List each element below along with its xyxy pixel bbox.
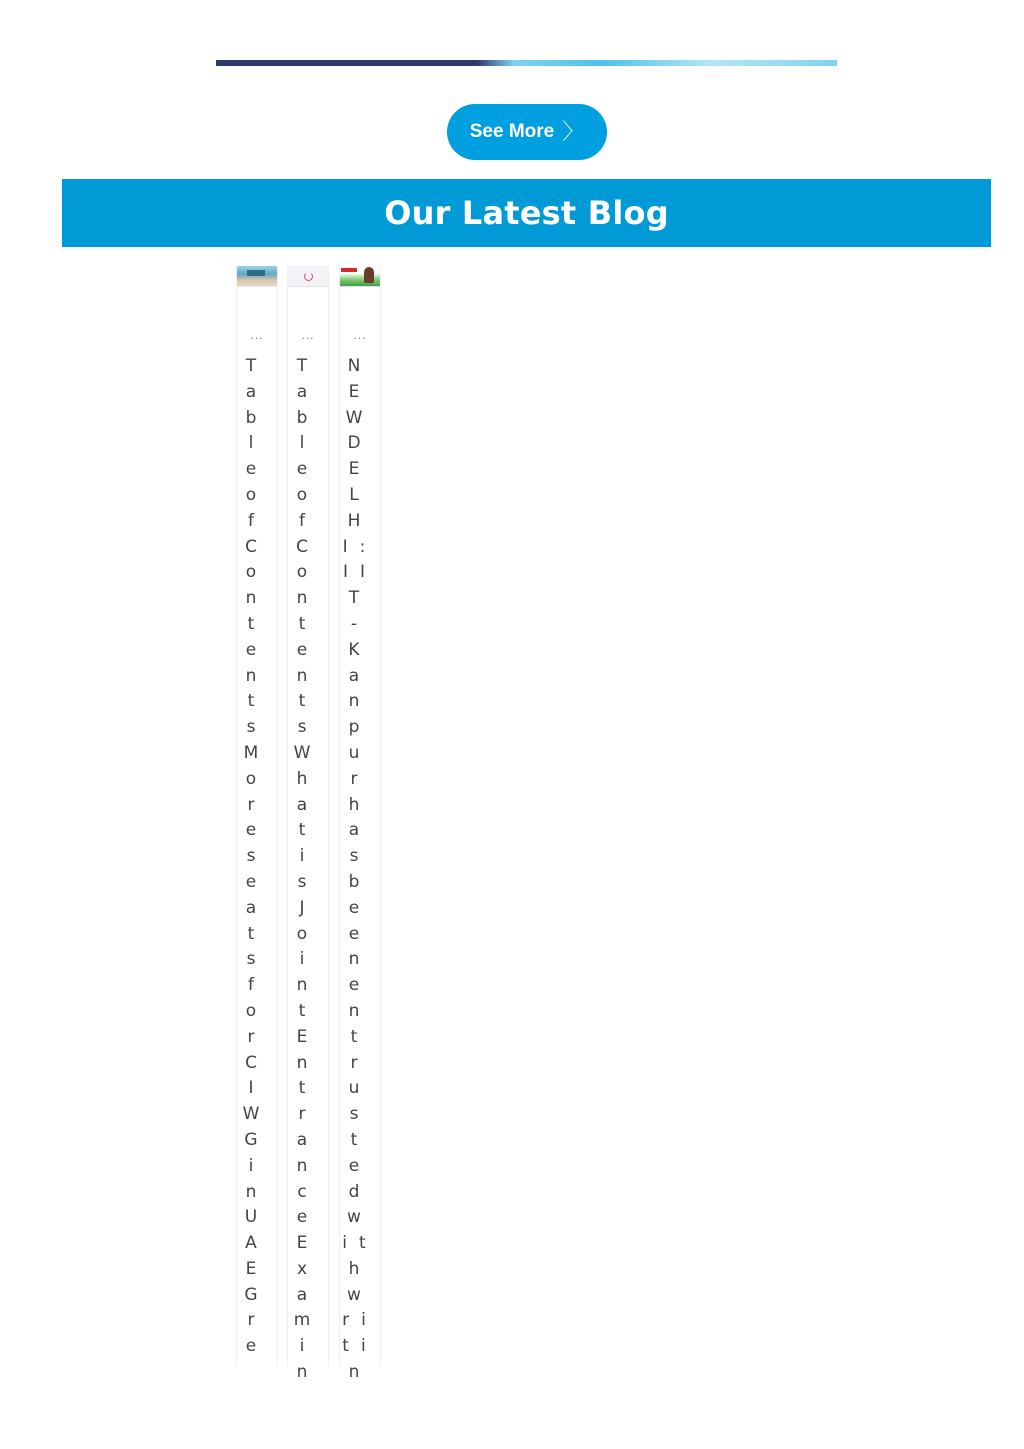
blog-title[interactable]: Table of Contents What is Joint Entrance Examin xyxy=(293,356,323,1383)
see-more-button[interactable] xyxy=(447,104,607,160)
divider xyxy=(340,286,380,287)
chevron-right-icon: 〉 xyxy=(562,119,585,144)
blog-card[interactable] xyxy=(339,266,381,1383)
blog-thumbnail[interactable] xyxy=(288,266,328,286)
blog-card[interactable] xyxy=(287,266,329,1383)
section-header xyxy=(62,179,991,247)
blog-title[interactable]: NEW DELHI: IIT-Kanpur has been entrusted with writin xyxy=(342,356,378,1383)
ellipsis-text: ... xyxy=(353,328,367,342)
see-more-label: See More xyxy=(469,121,555,142)
ellipsis-text: ... xyxy=(250,328,264,342)
ellipsis-text: ... xyxy=(301,328,315,342)
divider xyxy=(237,286,277,287)
blog-thumbnail[interactable] xyxy=(237,266,277,286)
blog-thumbnail[interactable] xyxy=(340,266,380,286)
divider xyxy=(288,286,328,287)
promo-banner[interactable] xyxy=(216,60,837,66)
section-title: Our Latest Blog xyxy=(384,194,669,232)
blog-title[interactable]: Table of Contents More seats for CIWG in UAE Gre xyxy=(242,356,272,1357)
blog-card[interactable] xyxy=(236,266,278,1366)
